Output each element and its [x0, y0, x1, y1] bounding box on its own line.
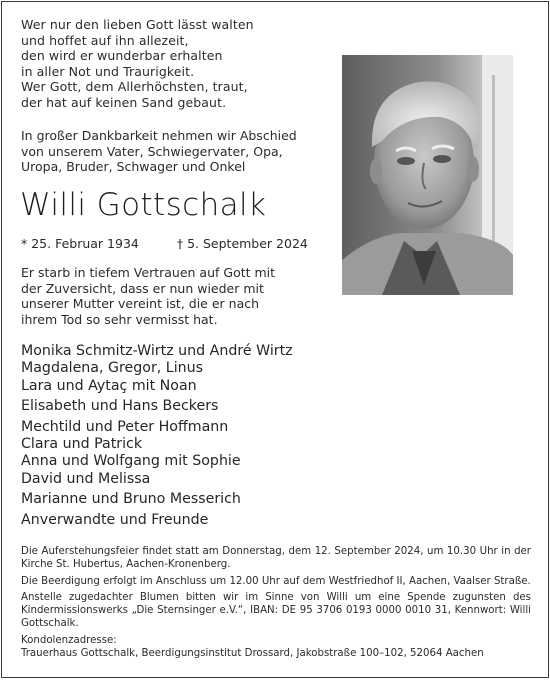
burial-text: Die Beerdigung erfolgt im Anschluss um 12.00 Uhr auf dem Westfriedhof II, Aachen, Vaalser Straße. [21, 575, 531, 587]
family-group [21, 419, 293, 489]
ceremony-details [21, 545, 531, 663]
faith-line: ihrem Tod so sehr vermisst hat. [21, 311, 218, 327]
death-date: † 5. September 2024 [176, 236, 308, 251]
family-member: Mechtild und Peter Hoffmann [21, 418, 229, 435]
family-member: Marianne und Bruno Messerich [21, 491, 241, 508]
address-text: Trauerhaus Gottschalk, Beerdigungsinstitut Drossard, Jakobstraße 100–102, 52064 Aachen [21, 648, 484, 660]
family-group [21, 491, 293, 508]
portrait-photo [342, 55, 513, 295]
family-member: Magdalena, Gregor, Linus [21, 360, 204, 377]
farewell-line: Uropa, Bruder, Schwager und Onkel [21, 159, 246, 175]
faith-statement [21, 265, 275, 327]
farewell-line: von unserem Vater, Schwiegervater, Opa, [21, 143, 283, 159]
family-member: Anverwandte und Freunde [21, 511, 209, 528]
family-member: Anna und Wolfgang mit Sophie [21, 453, 241, 470]
farewell-line: In großer Dankbarkeit nehmen wir Abschied [21, 128, 297, 143]
farewell-intro [21, 128, 297, 175]
deceased-name: Willi Gottschalk [20, 187, 267, 223]
faith-line: Er starb in tiefem Vertrauen auf Gott mit [21, 265, 276, 280]
portrait-illustration [342, 55, 513, 295]
poem-line: den wird er wunderbar erhalten [21, 48, 223, 64]
donation-text: Anstelle zugedachter Blumen bitten wir im Sinne von Willi um eine Spende zugunsten des Kindermissionswerks „Die Sternsinger e.V.“, IBAN: DE 95 3706 0193 0000 0010 31, Kennwort: Willi Gottschalk. [21, 591, 531, 630]
poem-line: der hat auf keinen Sand gebaut. [21, 94, 227, 110]
family-list [21, 343, 293, 532]
family-group [21, 343, 293, 395]
poem [21, 17, 254, 111]
life-dates [21, 236, 308, 251]
family-group [21, 512, 293, 529]
family-member: Clara und Patrick [21, 436, 143, 453]
family-group [21, 398, 293, 415]
faith-line: der Zuversicht, dass er nun wieder mit [21, 280, 264, 296]
birth-date: * 25. Februar 1934 [21, 236, 139, 251]
address-label: Kondolenzadresse: [21, 634, 117, 646]
poem-line: und hoffet auf ihn allezeit, [21, 32, 189, 48]
poem-line: Wer Gott, dem Allerhöchsten, traut, [21, 79, 248, 95]
faith-line: unserer Mutter vereint ist, die er nach [21, 296, 260, 312]
ceremony-text: Die Auferstehungsfeier findet statt am Donnerstag, dem 12. September 2024, um 10.30 Uhr in der Kirche St. Hubertus, Aachen-Kronenberg. [21, 546, 531, 571]
family-member: Monika Schmitz-Wirtz und André Wirtz [21, 343, 293, 359]
family-member: David und Melissa [21, 470, 151, 487]
family-member: Lara und Aytaç mit Noan [21, 377, 197, 394]
condolence-address [21, 634, 531, 661]
poem-line: in aller Not und Traurigkeit. [21, 63, 195, 79]
family-member: Elisabeth und Hans Beckers [21, 398, 219, 415]
obituary-notice [1, 1, 549, 678]
poem-line: Wer nur den lieben Gott lässt walten [21, 17, 254, 32]
